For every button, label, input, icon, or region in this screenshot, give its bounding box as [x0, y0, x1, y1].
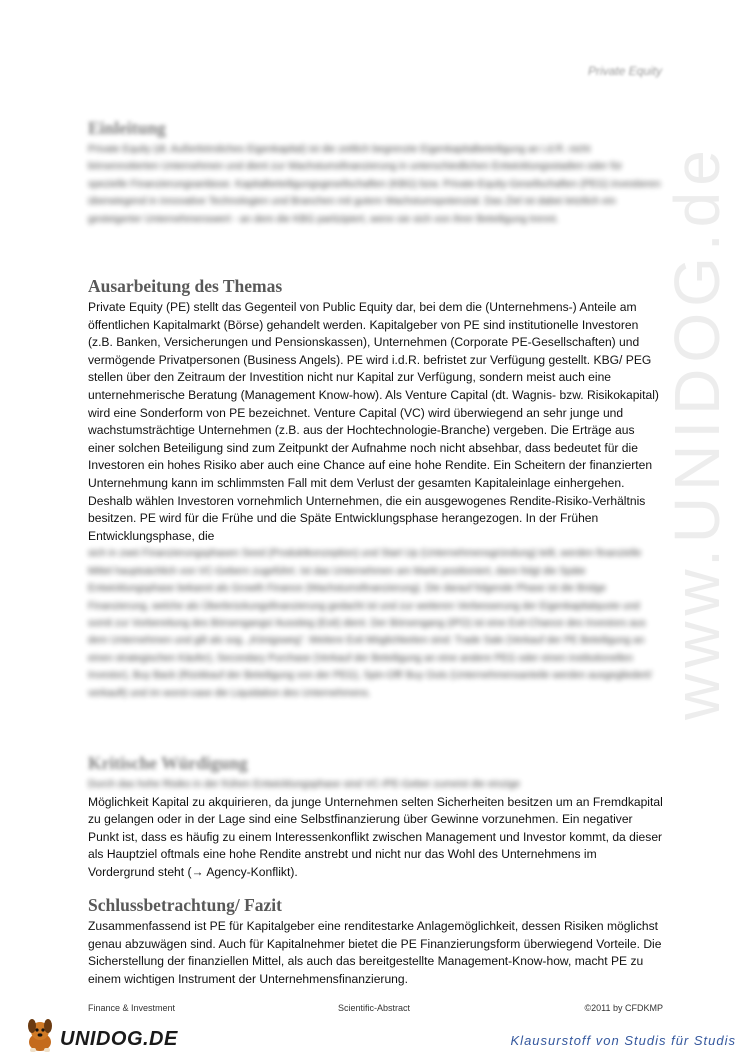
section-fazit	[88, 895, 663, 988]
text-ausarbeitung-clear: Private Equity (PE) stellt das Gegenteil von Public Equity dar, bei dem die (Unternehmens-) Anteile am öffentlichen Kapitalmarkt (Börse) gehandelt werden. Kapitalgeber von PE sind institutionelle Investoren (z.B. Banken, Versicherungen und Pensionskassen), Unternehmen (Corporate PE-Gesellschaften) und vermögende Privatpersonen (Business Angels). PE wird i.d.R. befristet zur Verfügung gestellt. KBG/ PEG stellen über den Zeitraum der Investition nicht nur Kapital zur Verfügung, sondern meist auch eine unternehmerische Beratung (Management Know-how). Als Venture Capital (dt. Wagnis- bzw. Risikokapital) wird eine Sonderform von PE bezeichnet. Venture Capital (VC) wird überwiegend an sehr junge und wachstumsträchtige Unternehmen (z.B. aus der Hochtechnologie-Branche) vergeben. Die Erträge aus einer solchen Beteiligung sind zum Zeitpunkt der Aufnahme noch nicht absehbar, dass bedeutet für die Investoren ein hohes Risiko aber auch eine Chance auf eine hohe Rendite. Ein Scheitern der finanzierten Unternehmung kann im schlimmsten Fall mit dem Verlust der gesamten Kapitaleinlage einhergehen. Deshalb wählen Investoren vornehmlich Unternehmen, die ein ausgewogenes Rendite-Risiko-Verhältnis besitzen. PE wird für die Frühe und die Späte Entwicklungsphase herangezogen. In der Frühen Entwicklungsphase, die	[88, 300, 659, 543]
unidog-logo	[22, 1016, 178, 1056]
slogan: Klausurstoff von Studis für Studis	[510, 1033, 736, 1048]
section-ausarbeitung	[88, 276, 663, 702]
logo-text: UNIDOG.DE	[60, 1028, 178, 1050]
footer-left: Finance & Investment	[88, 1003, 176, 1013]
page-header-title: Private Equity	[587, 64, 662, 78]
text-wuerdigung-blurred: Durch das hohe Risiko in der frühen Entwicklungsphase sind VC-/PE-Geber zumeist die einzige	[88, 779, 521, 790]
text-ausarbeitung-blurred: sich in zwei Finanzierungsphasen Seed (Produktkonzeption) und Start Up (Unternehmensgründung) teilt, werden finanzielle Mittel hauptsächlich von VC-Gebern zugeführt. Ist das Unternehmen am Markt positioniert, dann folgt die Späte Entwicklungsphase bekannt als Growth Finance (Wachstumsfinanzierung). Die darauf folgende Phase ist die Bridge Finanzierung, welche als Überbrückungsfinanzierung gedacht ist und zur weiteren Verbesserung der Eigenkapitalquote und somit zur Vorbereitung des Börsengangs/ Ausstieg (Exit) dient. Der Börsengang (IPO) ist eine Exit-Chance des Investors aus dem Unternehmen und gilt als sog. „Königsweg“. Weitere Exit Möglichkeiten sind: Trade Sale (Verkauf der PE Beteiligung an einen strategischen Käufer), Secondary Purchase (Verkauf der Beteiligung an eine andere PEG oder einen institutionellen Investor), Buy Back (Rückkauf der Beteiligung von der PEG), Spin-Off/ Buy Outs (Unternehmensanteile werden ausgegliedert/ verkauft) und im worst-case die Liquidation des Unternehmens.	[88, 548, 652, 699]
section-einleitung	[88, 118, 663, 228]
text-einleitung: Private Equity (dt. Außerbörsliches Eigenkapital) ist die zeitlich begrenzte Eigenkapitalbeteiligung an i.d.R. nicht börsennotierten Unternehmen und dient zur Wachstumsfinanzierung in unterschiedlichen Entwicklungsstadien oder für spezielle Finanzierungsanlässe. Kapitalbeteiligungsgesellschaften (KBG) bzw. Private-Equity-Gesellschaften (PEG) investieren überwiegend in innovative Technologien und Branchen mit gutem Wachstumspotenzial. Das Ziel ist dabei letztlich ein gesteigerter Unternehmenswert - an dem die KBG partizipiert, wenn sie sich von ihrer Beteiligung trennt.	[88, 144, 661, 225]
heading-fazit: Schlussbetrachtung/ Fazit	[88, 895, 282, 915]
text-fazit: Zusammenfassend ist PE für Kapitalgeber eine renditestarke Anlagemöglichkeit, dessen Risiken möglichst genau abzuwägen sind. Auch für Kapitalnehmer bietet die PE Finanzierungsform überwiegend Vorteile. Die Sicherstellung der finanziellen Mittel, als auch das bereitgestellte Management-Know-how, macht PE zu einem wichtigen Instrument der Unternehmensfinanzierung.	[88, 919, 662, 986]
heading-wuerdigung: Kritische Würdigung	[88, 753, 248, 773]
footer-center: Scientific-Abstract	[338, 1003, 411, 1013]
heading-ausarbeitung: Ausarbeitung des Themas	[88, 276, 283, 296]
heading-einleitung: Einleitung	[88, 118, 166, 138]
watermark: www.UNIDOG.de	[661, 144, 733, 720]
text-wuerdigung-clear: Möglichkeit Kapital zu akquirieren, da junge Unternehmen selten Sicherheiten besitzen um an Fremdkapital zu gelangen oder in der Lage sind eine Selbstfinanzierung über Gewinne vorzunehmen. Ein negativer Punkt ist, dass es häufig zu einem Interessenkonflikt zwischen Management und Investor kommt, da dieser als Hauptziel oftmals eine hohe Rendite anstrebt und nicht nur das Wohl des Unternehmens im Vordergrund steht (→ Agency-Konflikt).	[88, 794, 663, 879]
dog-icon	[22, 1018, 58, 1054]
footer-right: ©2011 by CFDKMP	[584, 1003, 663, 1013]
section-wuerdigung	[88, 753, 663, 882]
